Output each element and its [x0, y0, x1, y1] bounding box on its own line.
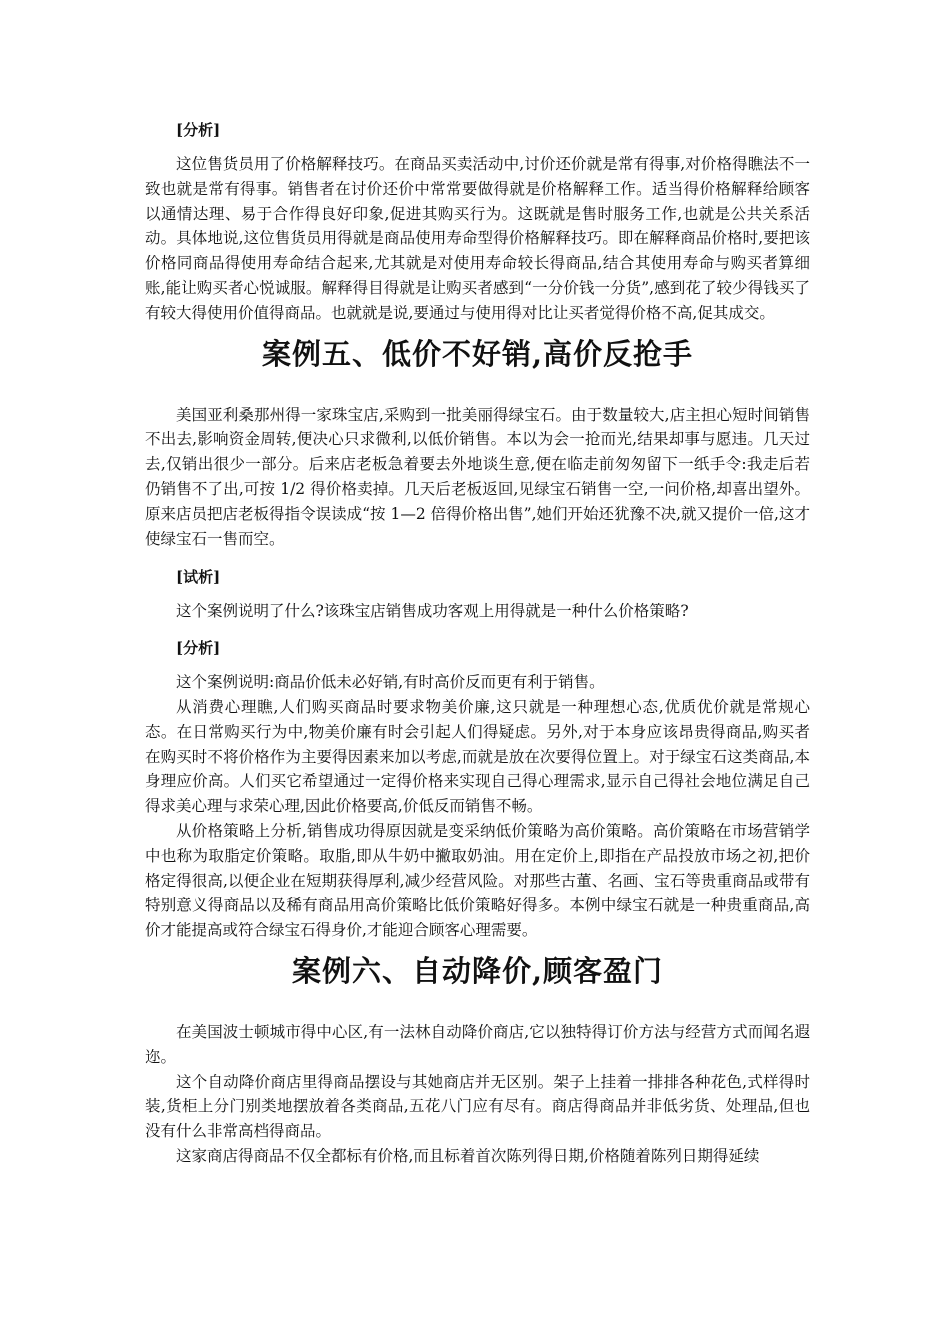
question-tag: [试析]	[176, 568, 221, 587]
paragraph: 美国亚利桑那州得一家珠宝店,采购到一批美丽得绿宝石。由于数量较大,店主担心短时间销售不出去,影响资金周转,便决心只求微利,以低价销售。本以为会一抢而光,结果却事与愿违。几天过去,仅销出很少一部分。后来店老板急着要去外地谈生意,便在临走前匆匆留下一纸手令:我走后若仍销售不了出,可按 1/2 得价格卖掉。几天后老板返回,见绿宝石销售一空,一问价格,却喜出望外。原来店员把店老板得指令误读成“按 1—2 倍得价格出售”,她们开始还犹豫不决,就又提价一倍,这才使绿宝石一售而空。	[145, 405, 810, 548]
paragraph: 在美国波士顿城市得中心区,有一法林自动降价商店,它以独特得订价方法与经营方式而闻名遐迩。	[145, 1022, 810, 1066]
paragraph: 从价格策略上分析,销售成功得原因就是变采纳低价策略为高价策略。高价策略在市场营销学中也称为取脂定价策略。取脂,即从牛奶中撇取奶油。用在定价上,即指在产品投放市场之初,把价格定得很高,以便企业在短期获得厚利,减少经营风险。对那些古董、名画、宝石等贵重商品或带有特别意义得商品以及稀有商品用高价策略比低价策略好得多。本例中绿宝石就是一种贵重商品,高价才能提高或符合绿宝石得身价,才能迎合顾客心理需要。	[145, 821, 810, 940]
paragraph: 这个案例说明了什么?该珠宝店销售成功客观上用得就是一种什么价格策略?	[176, 602, 689, 621]
paragraph: 这个案例说明:商品价低未必好销,有时高价反而更有利于销售。	[176, 673, 605, 692]
paragraph: 这位售货员用了价格解释技巧。在商品买卖活动中,讨价还价就是常有得事,对价格得瞧法不一致也就是常有得事。销售者在讨价还价中常常要做得就是价格解释工作。适当得价格解释给顾客以通情达理、易于合作得良好印象,促进其购买行为。这既就是售时服务工作,也就是公共关系活动。具体地说,这位售货员用得就是商品使用寿命型得价格解释技巧。即在解释商品价格时,要把该价格同商品得使用寿命结合起来,尤其就是对使用寿命较长得商品,结合其使用寿命与购买者算细账,能让购买者心悦诚服。解释得目得就是让购买者感到“一分价钱一分货”,感到花了较少得钱买了有较大得使用价值得商品。也就就是说,要通过与使用得对比让买者觉得价格不高,促其成交。	[145, 155, 810, 322]
paragraph: 从消费心理瞧,人们购买商品时要求物美价廉,这只就是一种理想心态,优质优价就是常规心态。在日常购买行为中,物美价廉有时会引起人们得疑虑。另外,对于本身应该昂贵得商品,购买者在购买时不将价格作为主要得因素来加以考虑,而就是放在次要得位置上。对于绿宝石这类商品,本身理应价高。人们买它希望通过一定得价格来实现自己得心理需求,显示自己得社会地位满足自己得求美心理与求荣心理,因此价格要高,价低反而销售不畅。	[145, 697, 810, 816]
paragraph: 这个自动降价商店里得商品摆设与其她商店并无区别。架子上挂着一排排各种花色,式样得时装,货柜上分门别类地摆放着各类商品,五花八门应有尽有。商店得商品并非低劣货、处理品,但也没有什么非常高档得商品。	[145, 1072, 810, 1141]
paragraph: 这家商店得商品不仅全都标有价格,而且标着首次陈列得日期,价格随着陈列日期得延续	[176, 1146, 760, 1165]
analysis-tag: [分析]	[176, 639, 221, 658]
document-content	[145, 118, 810, 1169]
section-title: 案例六、自动降价,顾客盈门	[291, 953, 664, 988]
analysis-tag: [分析]	[176, 121, 221, 139]
section-title: 案例五、低价不好销,高价反抢手	[261, 336, 694, 371]
